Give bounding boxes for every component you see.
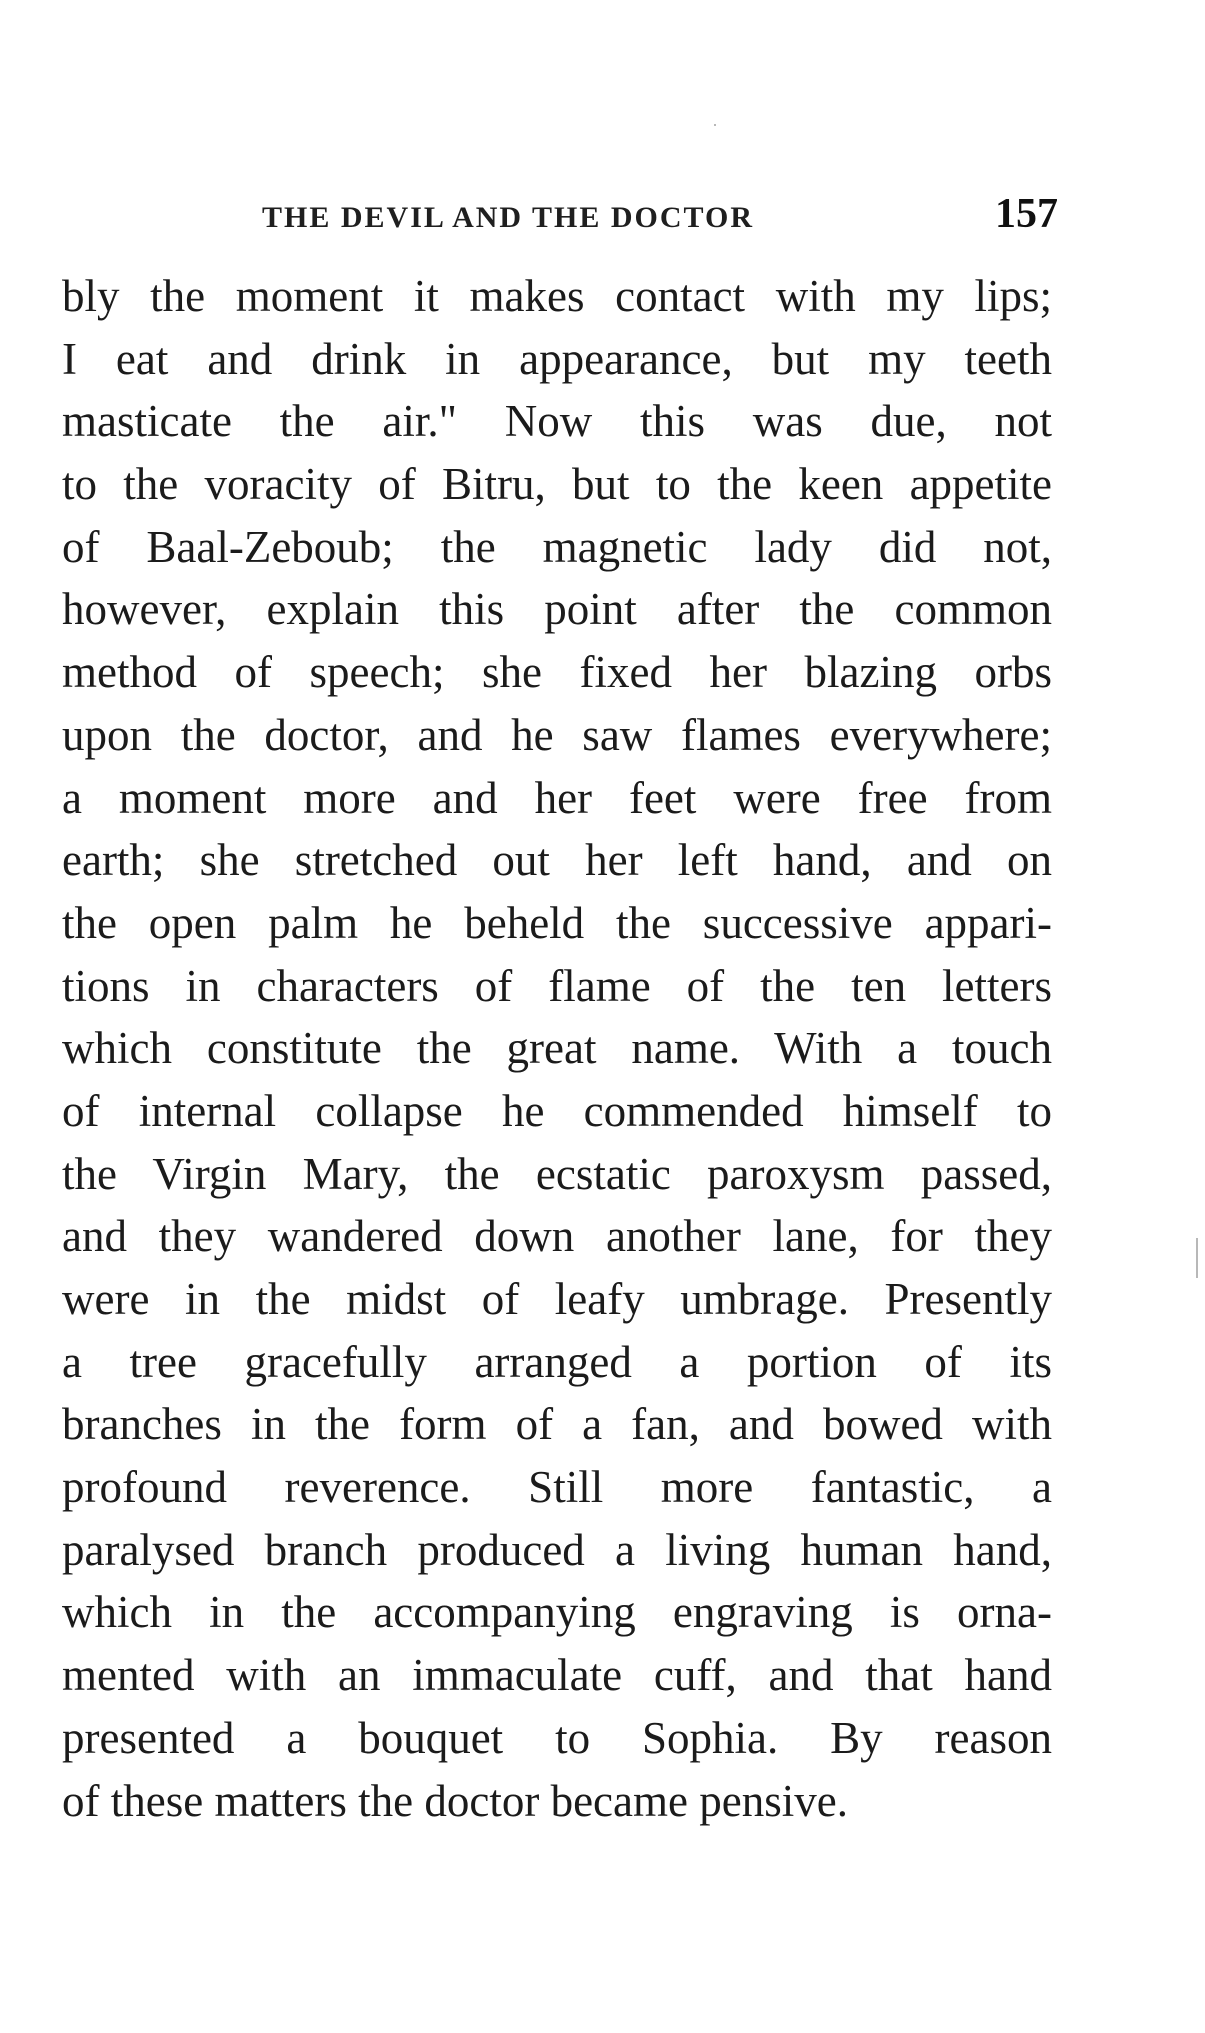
text-line: a moment more and her feet were free from xyxy=(62,772,1052,823)
text-line: branches in the form of a fan, and bowed with xyxy=(62,1399,1052,1450)
paper-speck xyxy=(1196,1238,1198,1278)
text-line: I eat and drink in appearance, but my teeth xyxy=(62,333,1052,384)
text-line: however, explain this point after the common xyxy=(62,584,1052,635)
text-line: which in the accompanying engraving is orna- xyxy=(62,1587,1052,1638)
text-line: paralysed branch produced a living human hand, xyxy=(62,1524,1052,1575)
text-line: mented with an immaculate cuff, and that hand xyxy=(62,1650,1052,1701)
text-line: which constitute the great name. With a touch xyxy=(62,1023,1052,1074)
text-line: tions in characters of flame of the ten letters xyxy=(62,960,1052,1011)
page-number: 157 xyxy=(995,191,1058,237)
text-line: were in the midst of leafy umbrage. Presently xyxy=(62,1274,1052,1324)
text-line: of internal collapse he commended himself to xyxy=(62,1085,1052,1136)
text-line: the Virgin Mary, the ecstatic paroxysm passed, xyxy=(62,1148,1052,1199)
text-line: profound reverence. Still more fantastic, a xyxy=(62,1462,1052,1513)
text-line: bly the moment it makes contact with my lips; xyxy=(62,271,1052,321)
paper-speck xyxy=(714,124,716,126)
running-title: THE DEVIL AND THE DOCTOR xyxy=(262,201,755,234)
text-line: of these matters the doctor became pensive. xyxy=(62,1775,848,1826)
text-line: presented a bouquet to Sophia. By reason xyxy=(62,1712,1052,1763)
text-line: earth; she stretched out her left hand, and on xyxy=(62,835,1052,886)
text-line: method of speech; she fixed her blazing orbs xyxy=(62,647,1052,698)
text-line: of Baal-Zeboub; the magnetic lady did not, xyxy=(62,521,1052,572)
text-line: upon the doctor, and he saw flames everywhere; xyxy=(62,709,1052,760)
text-line: and they wandered down another lane, for they xyxy=(62,1211,1052,1262)
text-line: a tree gracefully arranged a portion of its xyxy=(62,1336,1052,1387)
text-line: the open palm he beheld the successive appari- xyxy=(62,897,1052,948)
body-text xyxy=(62,265,1052,1832)
text-line: masticate the air." Now this was due, not xyxy=(62,396,1052,447)
running-header xyxy=(262,190,1058,240)
text-line: to the voracity of Bitru, but to the keen appetite xyxy=(62,459,1052,510)
